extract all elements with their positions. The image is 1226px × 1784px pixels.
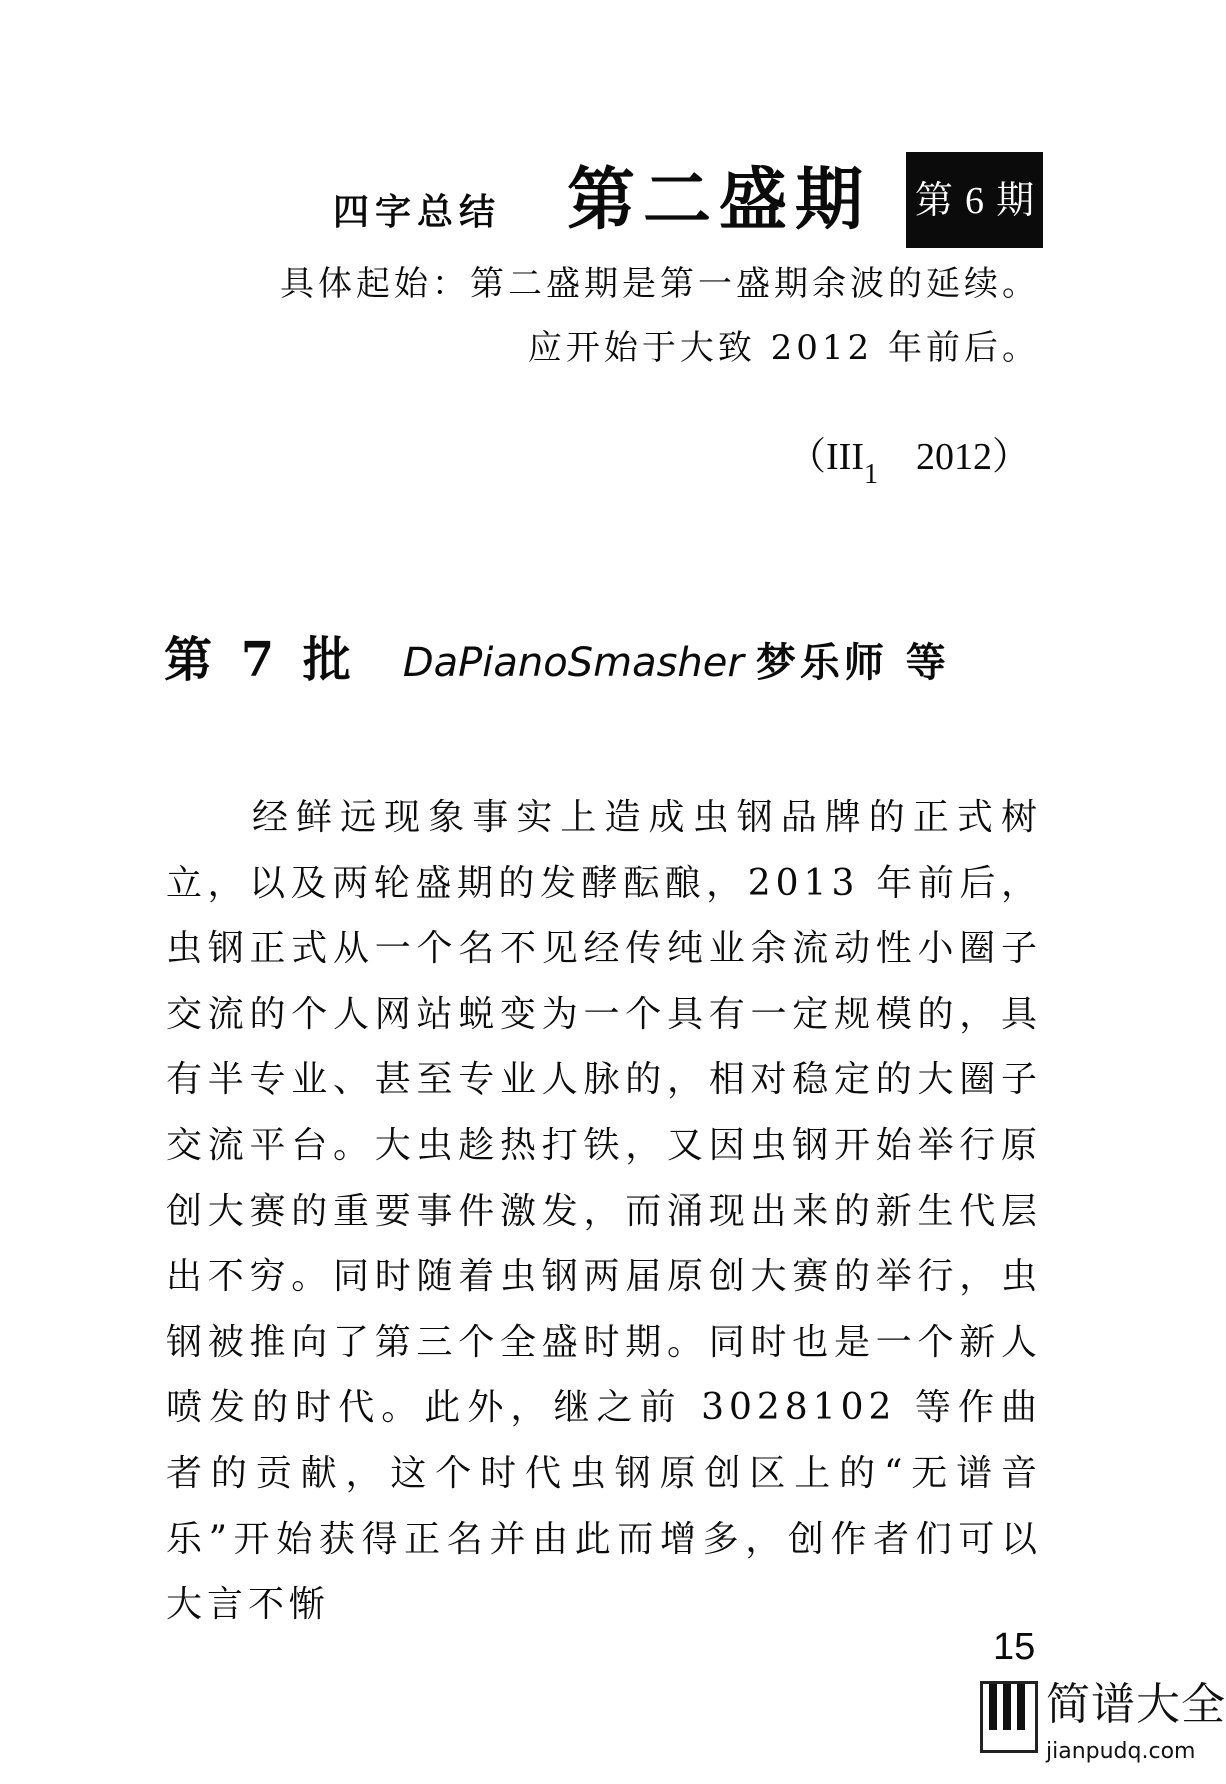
- period-open-paren: （: [788, 436, 827, 478]
- period-roman: III: [826, 436, 864, 478]
- piano-keys-icon: [980, 1681, 1038, 1753]
- issue-suffix: 期: [996, 178, 1035, 222]
- site-watermark: [980, 1675, 1226, 1784]
- period-subscript: 1: [863, 459, 878, 490]
- page-number: 15: [993, 1626, 1036, 1668]
- body-paragraph: 经鲜远现象事实上造成虫钢品牌的正式树立，以及两轮盛期的发酵酝酿，2013 年前后，虫钢正式从一个名不见经传纯业余流动性小圈子交流的个人网站蜕变为一个具有一定规模的，具有半专业、甚至专业人脉的，相对稳定的大圈子交流平台。大虫趁热打铁，又因虫钢开始举行原创大赛的重要事件激发，而涌现出来的新生代层出不穷。同时随着虫钢两届原创大赛的举行，虫钢被推向了第三个全盛时期。同时也是一个新人喷发的时代。此外，继之前 3028102 等作曲者的贡献，这个时代虫钢原创区上的“无谱音乐”开始获得正名并由此而增多，创作者们可以大言不惭: [166, 797, 1042, 1626]
- period-reference: [788, 432, 1030, 500]
- issue-badge: [906, 152, 1043, 248]
- issue-prefix: 第: [914, 178, 953, 222]
- start-description-line-2: 应开始于大致 2012 年前后。: [527, 328, 1040, 368]
- section-label: 四字总结: [333, 191, 502, 233]
- period-close-paren: ）: [991, 436, 1030, 478]
- batch-authors: DaPianoSmasher: [402, 640, 744, 686]
- watermark-url: jianpudq.com: [1046, 1739, 1196, 1764]
- batch-number: 第 7 批: [164, 632, 357, 688]
- batch-heading: [164, 630, 950, 693]
- period-year: 2012: [915, 436, 992, 478]
- watermark-title: 简谱大全: [1046, 1679, 1226, 1730]
- batch-authors-cn: 梦乐师 等: [755, 639, 950, 686]
- start-description-line-1: 具体起始：第二盛期是第一盛期余波的延续。: [280, 264, 1040, 304]
- issue-number: 6: [965, 180, 984, 222]
- section-title: 第二盛期: [567, 160, 872, 240]
